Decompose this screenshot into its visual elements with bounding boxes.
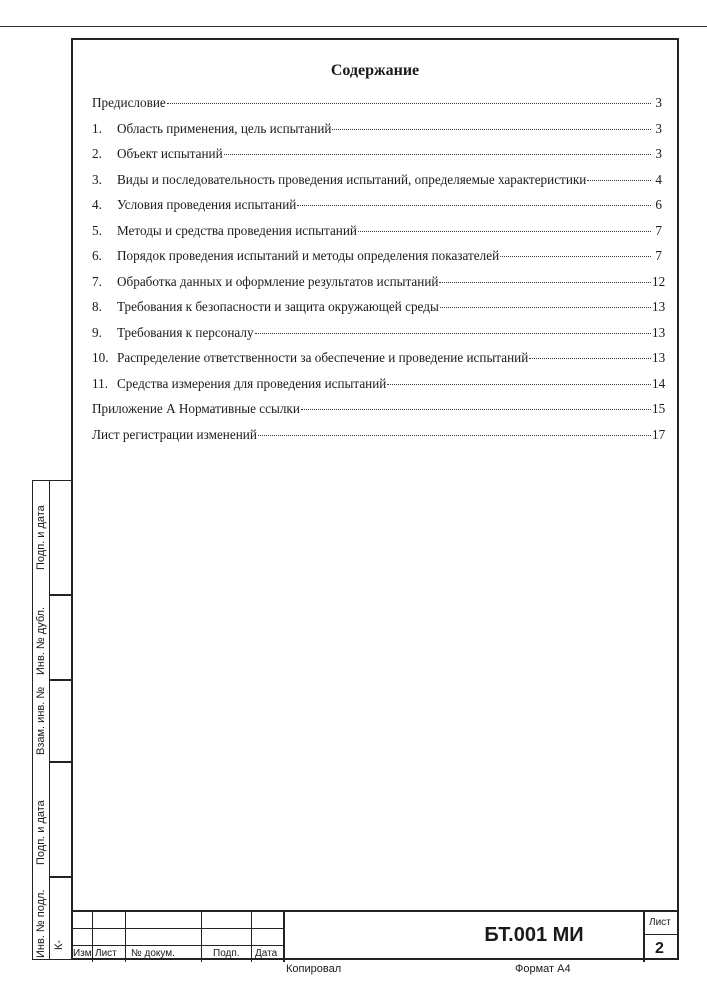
toc-leader-dots — [387, 384, 651, 385]
toc-row — [92, 146, 662, 172]
toc-page-number: 13 — [652, 350, 666, 365]
side-label-podp-data-bottom: Подп. и дата — [35, 800, 47, 865]
toc-leader-dots — [587, 180, 651, 181]
toc-entry-title: Область применения, цель испытаний — [117, 120, 332, 136]
toc-entry-title: Обработка данных и оформление результатов испытаний — [117, 273, 439, 289]
toc-entry-title: Порядок проведения испытаний и методы определения показателей — [117, 248, 500, 263]
toc-leader-dots — [529, 358, 651, 359]
toc-page-number: 12 — [652, 273, 666, 289]
toc-entry-title: Распределение ответственности за обеспечение и проведение испытаний — [117, 350, 529, 365]
table-of-contents — [92, 95, 666, 452]
toc-number: 11. — [92, 375, 108, 391]
toc-row — [92, 426, 666, 453]
side-label-vzam-inv: Взам. инв. № — [35, 686, 47, 755]
toc-page-number: 3 — [655, 146, 662, 161]
stamp-list-label: Лист — [95, 948, 117, 959]
toc-row — [92, 273, 666, 300]
toc-row — [92, 248, 662, 274]
stamp-data-label: Дата — [255, 948, 278, 959]
toc-page-number: 13 — [652, 324, 666, 340]
toc-number: 4. — [92, 197, 102, 212]
toc-entry-title: Лист регистрации изменений — [92, 426, 257, 442]
toc-number: 10. — [92, 350, 109, 365]
toc-leader-dots — [258, 435, 651, 436]
toc-entry-title: Предисловие — [92, 95, 166, 110]
toc-entry-title: Приложение А Нормативные ссылки — [92, 401, 300, 416]
toc-number: 7. — [92, 273, 102, 289]
page-title: Содержание — [330, 62, 420, 79]
footer-format: Формат А4 — [515, 963, 571, 975]
stamp-dokum-label: № докум. — [131, 948, 175, 959]
toc-page-number: 14 — [652, 375, 666, 391]
toc-leader-dots — [167, 103, 651, 104]
stamp-podp-label: Подп. — [213, 948, 240, 959]
toc-row — [92, 121, 662, 147]
title-block — [71, 910, 679, 962]
toc-row — [92, 350, 666, 376]
toc-page-number: 3 — [655, 95, 662, 110]
toc-page-number: 7 — [655, 248, 662, 263]
toc-number: 8. — [92, 299, 102, 314]
stamp-izm-label: Изм — [73, 948, 92, 959]
toc-number: 5. — [92, 222, 102, 238]
toc-leader-dots — [440, 307, 651, 308]
toc-number: 2. — [92, 146, 102, 161]
toc-entry-title: Виды и последовательность проведения испытаний, определяемые характеристики — [117, 171, 587, 187]
stamp-sheet-label: Лист — [649, 917, 671, 928]
toc-leader-dots — [224, 154, 651, 155]
toc-page-number: 7 — [655, 222, 662, 238]
toc-leader-dots — [297, 205, 651, 206]
toc-leader-dots — [439, 282, 651, 283]
toc-leader-dots — [332, 129, 651, 130]
toc-page-number: 4 — [655, 171, 662, 187]
toc-entry-title: Средства измерения для проведения испытаний — [117, 375, 387, 391]
document-code: БТ.001 МИ — [484, 924, 584, 946]
toc-entry-title: Объект испытаний — [117, 146, 223, 161]
side-label-inv-podl: Инв. № подл. — [35, 889, 47, 958]
side-inv-podl-value: К- — [53, 939, 65, 950]
toc-page-number: 3 — [655, 120, 662, 136]
toc-page-number: 17 — [652, 426, 666, 442]
side-label-podp-data-top: Подп. и дата — [35, 505, 47, 570]
toc-entry-title: Требования к безопасности и защита окружающей среды — [117, 299, 439, 314]
toc-leader-dots — [358, 231, 651, 232]
toc-page-number: 15 — [652, 401, 666, 416]
toc-row — [92, 95, 662, 121]
toc-entry-title: Требования к персоналу — [117, 324, 254, 340]
toc-number: 6. — [92, 248, 102, 263]
toc-number: 9. — [92, 324, 102, 340]
toc-row — [92, 197, 662, 223]
footer-copied: Копировал — [286, 963, 342, 975]
toc-row — [92, 375, 666, 402]
toc-number: 3. — [92, 171, 102, 187]
toc-entry-title: Условия проведения испытаний — [117, 197, 297, 212]
toc-row — [92, 401, 666, 427]
toc-row — [92, 324, 666, 351]
side-label-inv-dubl: Инв. № дубл. — [35, 606, 47, 675]
toc-entry-title: Методы и средства проведения испытаний — [117, 222, 357, 238]
toc-leader-dots — [301, 409, 651, 410]
toc-leader-dots — [255, 333, 651, 334]
top-rule — [0, 26, 707, 27]
toc-leader-dots — [500, 256, 651, 257]
toc-number: 1. — [92, 120, 102, 136]
sheet-number: 2 — [655, 940, 664, 957]
toc-row — [92, 299, 666, 325]
toc-row — [92, 172, 662, 198]
toc-page-number: 6 — [655, 197, 662, 212]
toc-row — [92, 223, 662, 249]
toc-page-number: 13 — [652, 299, 666, 314]
side-stamp — [32, 480, 71, 960]
